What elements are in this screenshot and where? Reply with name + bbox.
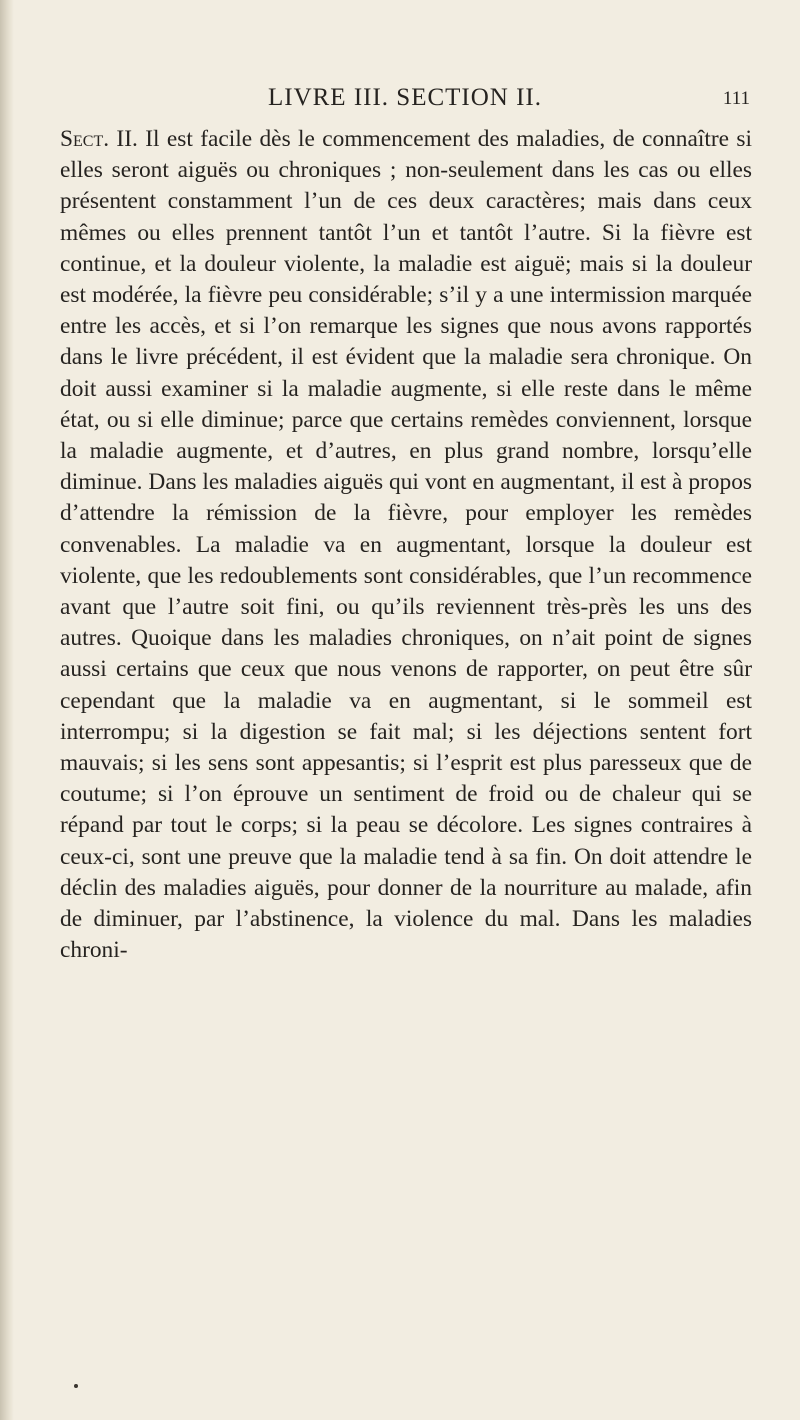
paragraph-text: Il est facile dès le commencement des maladies, de connaître si elles seront aiguës ou chroniques ; non-seulement dans les cas ou elles présentent constamment l’un de ces deux caractères; mais dans ceux mêmes ou elles prennent tantôt l’un et tantôt l’autre. Si la fièvre est continue, et la douleur violente, la maladie est aiguë; mais si la douleur est modérée, la fièvre peu considérable; s’il y a une intermission marquée entre les accès, et si l’on remarque les signes que nous avons rapportés dans le livre précédent, il est évident que la maladie sera chronique. On doit aussi examiner si la maladie augmente, si elle reste dans le même état, ou si elle diminue; parce que certains remèdes conviennent, lorsque la maladie augmente, et d’autres, en plus grand nombre, lorsqu’elle diminue. Dans les maladies aiguës qui vont en augmentant, il est à propos d’attendre la rémission de la fièvre, pour employer les remèdes convenables. La maladie va en augmentant, lorsque la douleur est violente, que les redoublements sont considérables, que l’un recommence avant que l’autre soit fini, ou qu’ils reviennent très-près les uns des autres. Quoique dans les maladies chroniques, on n’ait point de signes aussi certains que ceux que nous venons de rapporter, on peut être sûr cependant que la maladie va en augmentant, si le sommeil est interrompu; si la digestion se fait mal; si les déjections sentent fort mauvais; si les sens sont appesantis; si l’esprit est plus paresseux que de coutume; si l’on éprouve un sentiment de froid ou de chaleur qui se répand par tout le corps; si la peau se décolore. Les signes contraires à ceux-ci, sont une preuve que la maladie tend à sa fin. On doit attendre le déclin des maladies aiguës, pour donner de la nourriture au malade, afin de diminuer, par l’abstinence, la violence du mal. Dans les maladies chroni- (60, 126, 752, 964)
page-binding-edge (0, 0, 14, 1420)
body-paragraph (60, 124, 752, 966)
ink-speck (74, 1384, 78, 1388)
page-number: 111 (722, 88, 750, 109)
page-header (60, 80, 750, 120)
section-label: Sect. II. (60, 126, 138, 152)
running-head: LIVRE III. SECTION II. (267, 84, 543, 111)
